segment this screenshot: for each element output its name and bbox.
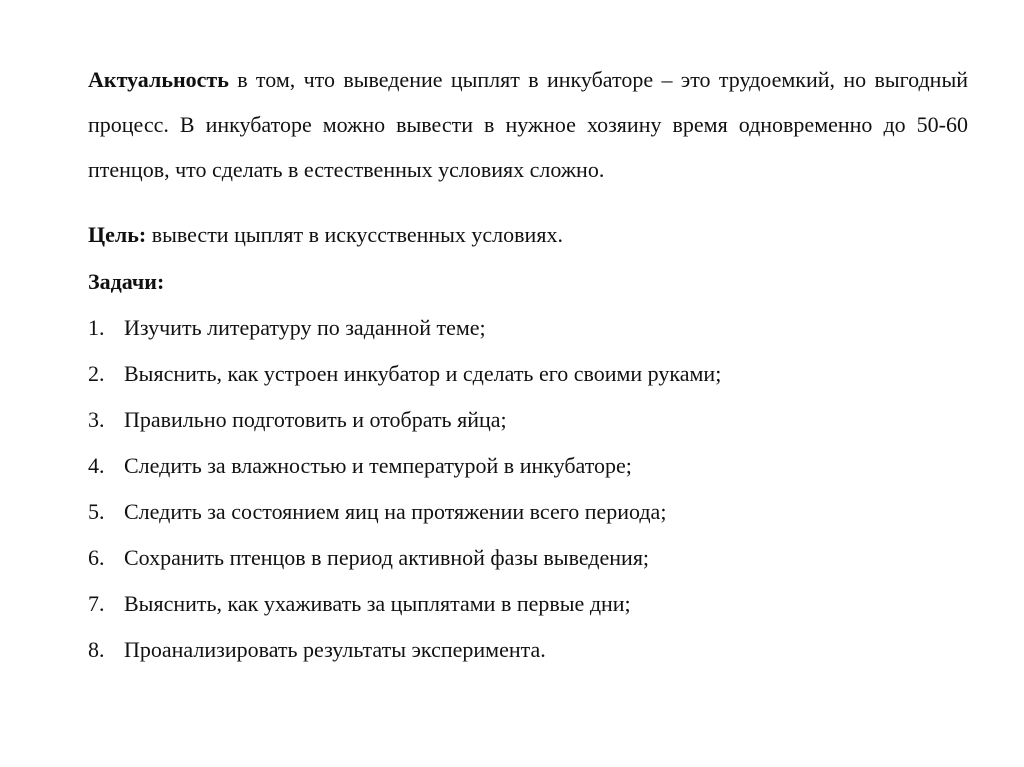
task-text: Проанализировать результаты эксперимента. xyxy=(124,637,546,662)
task-item xyxy=(88,589,721,635)
task-text: Выяснить, как ухаживать за цыплятами в первые дни; xyxy=(124,591,631,616)
task-number: 1. xyxy=(88,315,105,340)
goal-line xyxy=(88,220,563,250)
goal-text: вывести цыплят в искусственных условиях. xyxy=(146,222,563,247)
task-number: 2. xyxy=(88,361,105,386)
task-text: Выяснить, как устроен инкубатор и сделать его своими руками; xyxy=(124,361,722,386)
task-list xyxy=(88,313,721,681)
task-item xyxy=(88,497,721,543)
task-number: 8. xyxy=(88,637,105,662)
task-number: 6. xyxy=(88,545,105,570)
task-item xyxy=(88,543,721,589)
tasks-heading: Задачи: xyxy=(88,269,165,294)
task-item xyxy=(88,451,721,497)
task-text: Изучить литературу по заданной теме; xyxy=(124,315,486,340)
task-text: Сохранить птенцов в период активной фазы выведения; xyxy=(124,545,650,570)
task-text: Следить за влажностью и температурой в инкубаторе; xyxy=(124,453,632,478)
relevance-paragraph xyxy=(88,57,968,192)
task-number: 4. xyxy=(88,453,105,478)
task-item xyxy=(88,359,721,405)
task-number: 3. xyxy=(88,407,105,432)
relevance-text: в том, что выведение цыплят в инкубаторе – это трудоемкий, но выгодный процесс. В инкубаторе можно вывести в нужное хозяину время одновременно до 50-60 птенцов, что сделать в естественных условиях сложно. xyxy=(88,67,968,182)
task-number: 7. xyxy=(88,591,105,616)
task-text: Следить за состоянием яиц на протяжении всего периода; xyxy=(124,499,667,524)
task-item xyxy=(88,405,721,451)
task-item xyxy=(88,313,721,359)
task-text: Правильно подготовить и отобрать яйца; xyxy=(124,407,507,432)
relevance-label: Актуальность xyxy=(88,67,229,92)
goal-label: Цель: xyxy=(88,222,147,247)
task-number: 5. xyxy=(88,499,105,524)
task-item xyxy=(88,635,721,681)
